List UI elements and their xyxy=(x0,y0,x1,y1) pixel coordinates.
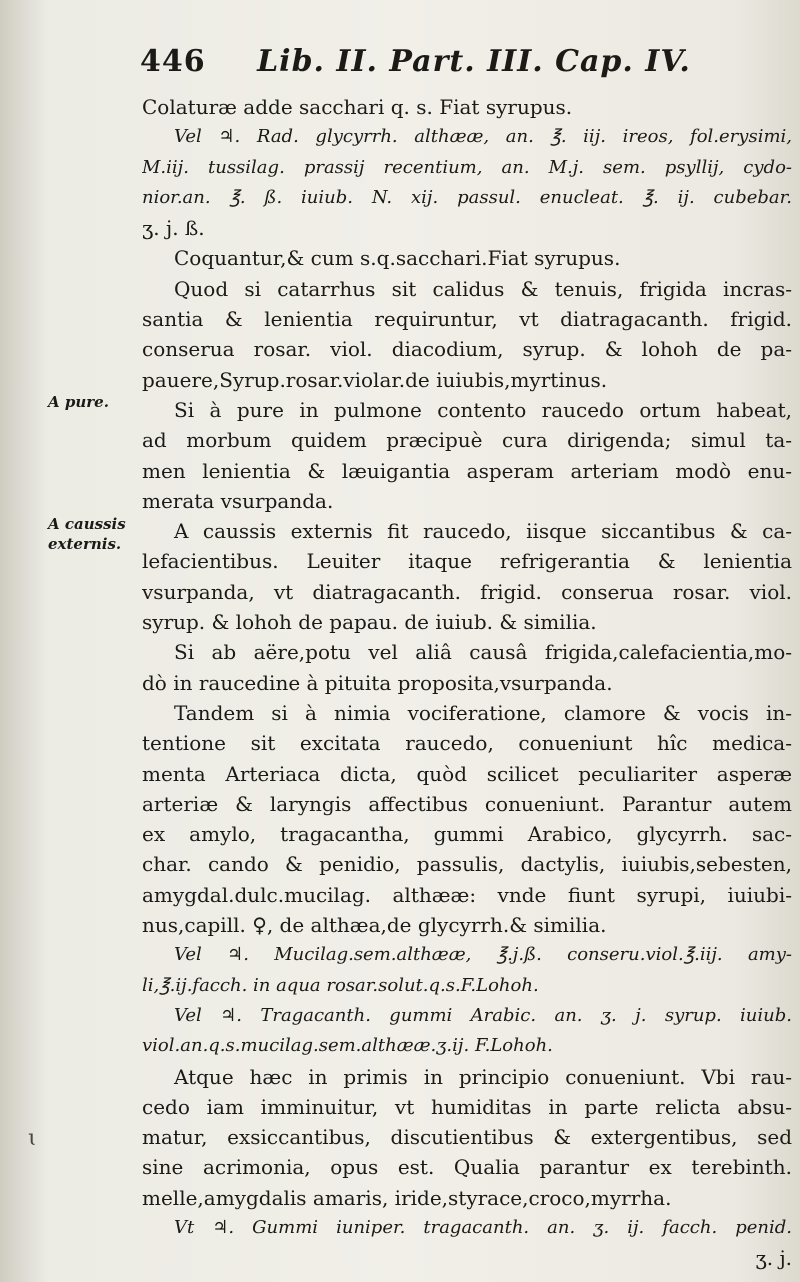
text-line: arteriæ & laryngis affectibus conueniunt. Parantur autem xyxy=(142,791,792,816)
margin-note-externis: externis. xyxy=(48,535,122,553)
text-line: li,℥.ij.facch. in aqua rosar.solut.q.s.F.Lohoh. xyxy=(142,974,539,996)
text-line: pauere,Syrup.rosar.violar.de iuiubis,myrtinus. xyxy=(142,367,608,392)
text-line: A caussis externis fit raucedo, iisque siccantibus & ca- xyxy=(174,519,792,544)
text-line: amygdal.dulc.mucilag. althææ: vnde fiunt syrupi, iuiubi- xyxy=(142,882,792,907)
text-line: Vt ♃. Gummi iuniper. tragacanth. an. ʒ. ij. facch. penid. xyxy=(174,1216,792,1238)
text-line: merata vsurpanda. xyxy=(142,488,334,513)
text-line: menta Arteriaca dicta, quòd scilicet peculiariter asperæ xyxy=(142,761,792,786)
text-line: ex amylo, tragacantha, gummi Arabico, glycyrrh. sac- xyxy=(142,822,792,847)
text-line: Tandem si à nimia vociferatione, clamore & vocis in- xyxy=(174,700,792,725)
text-line: char. cando & penidio, passulis, dactylis, iuiubis,sebesten, xyxy=(142,852,792,877)
text-line: matur, exsiccantibus, discutientibus & extergentibus, sed xyxy=(142,1125,792,1150)
text-line: ad morbum quidem præcipuè cura dirigenda; simul ta- xyxy=(142,428,792,453)
margin-note-a-caussis: A caussis xyxy=(48,515,126,533)
margin-note-a-pure: A pure. xyxy=(48,393,109,411)
text-line: Si à pure in pulmone contento raucedo ortum habeat, xyxy=(174,397,792,422)
text-line: Vel ♃. Mucilag.sem.althææ, ℥.j.ß. conseru.viol.℥.iij. amy- xyxy=(174,944,792,966)
text-line: sine acrimonia, opus est. Qualia parantur ex terebinth. xyxy=(142,1155,792,1180)
text-line: cedo iam imminuitur, vt humiditas in parte relicta absu- xyxy=(142,1094,792,1119)
text-line: conserua rosar. viol. diacodium, syrup. & lohoh de pa- xyxy=(142,337,792,362)
text-line: tentione sit excitata raucedo, conueniunt hîc medica- xyxy=(142,731,792,756)
page-body xyxy=(142,92,792,1274)
text-line: nior.an. ℥. ß. iuiub. N. xij. passul. enucleat. ℥. ij. cubebar. xyxy=(142,186,792,208)
text-line: M.iij. tussilag. prassij recentium, an. M.j. sem. psyllij, cydo- xyxy=(142,156,792,178)
text-line: melle,amygdalis amaris, iride,styrace,croco,myrrha. xyxy=(142,1185,672,1210)
text-line: Atque hæc in primis in principio conueniunt. Vbi rau- xyxy=(174,1064,792,1089)
text-line: vsurpanda, vt diatragacanth. frigid. conserua rosar. viol. xyxy=(142,579,792,604)
text-line: Vel ♃. Rad. glycyrrh. althææ, an. ℥. iij. ireos, fol.erysimi, xyxy=(174,126,792,148)
text-line: Si ab aëre,potu vel aliâ causâ frigida,calefacientia,mo- xyxy=(174,640,792,665)
page-header xyxy=(140,44,691,79)
text-line: nus,capill. ♀, de althæa,de glycyrrh.& similia. xyxy=(142,913,607,938)
text-line: lefacientibus. Leuiter itaque refrigerantia & lenientia xyxy=(142,549,792,574)
text-line: men lenientia & læuigantia asperam arteriam modò enu- xyxy=(142,458,792,483)
text-line: Quod si catarrhus sit calidus & tenuis, frigida incras- xyxy=(174,276,792,301)
text-line: Colaturæ adde sacchari q. s. Fiat syrupus. xyxy=(142,95,573,119)
text-line: syrup. & lohoh de papau. de iuiub. & similia. xyxy=(142,610,597,635)
text-line: Vel ♃. Tragacanth. gummi Arabic. an. ʒ. j. syrup. iuiub. xyxy=(174,1004,792,1026)
running-title: Lib. II. Part. III. Cap. IV. xyxy=(257,44,691,79)
text-line: ʒ. j. xyxy=(755,1246,792,1271)
text-line: ʒ. j. ß. xyxy=(142,216,205,241)
page-number: 446 xyxy=(140,44,206,79)
text-line: viol.an.q.s.mucilag.sem.althææ.ʒ.ij. F.Lohoh. xyxy=(142,1035,553,1057)
text-line: santia & lenientia requiruntur, vt diatragacanth. frigid. xyxy=(142,307,792,332)
text-line: Coquantur,& cum s.q.sacchari.Fiat syrupus. xyxy=(174,246,621,271)
margin-mark: ɩ xyxy=(28,1126,37,1151)
text-line: dò in raucedine à pituita proposita,vsurpanda. xyxy=(142,670,613,695)
